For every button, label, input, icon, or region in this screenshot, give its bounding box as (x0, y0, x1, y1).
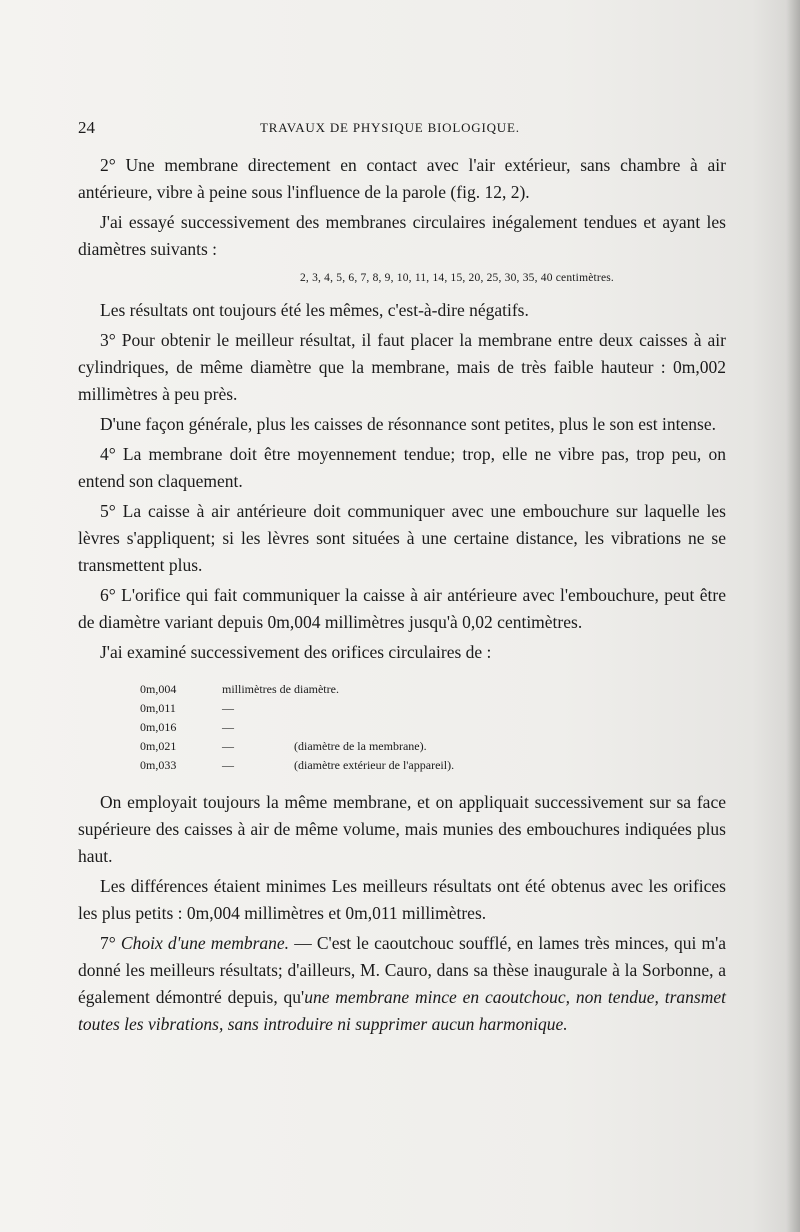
paragraph-examined-orifices: J'ai examiné successivement des orifices circulaires de : (100, 642, 492, 662)
section-title: Choix d'une membrane. (120, 933, 290, 953)
page-edge-shadow (786, 0, 800, 1232)
orifice-row (140, 680, 726, 699)
paragraph-best-result: 3° Pour obtenir le meilleur résultat, il faut placer la membrane entre deux caisses à air cylindriques, de même diamètre que la membrane, mais de très faible hauteur : 0m,002 millimètres à peu près. (78, 330, 726, 404)
paragraph-mouthpiece: 5° La caisse à air antérieure doit communiquer avec une embouchure sur laquelle les lèvres s'appliquent; si les lèvres sont situées à une certaine distance, les vibrations ne se transmettent plus. (78, 501, 726, 575)
page-body (78, 152, 726, 1038)
orifice-row (140, 699, 726, 718)
orifice-value: 0m,016 (140, 720, 177, 734)
paragraph-resonance: D'une façon générale, plus les caisses de résonnance sont petites, plus le son est intense. (100, 414, 716, 434)
orifice-value: 0m,033 (140, 758, 177, 772)
orifice-unit: millimètres de diamètre. (222, 682, 339, 696)
page-number: 24 (78, 118, 95, 137)
diameters-list: 2, 3, 4, 5, 6, 7, 8, 9, 10, 11, 14, 15, 20, 25, 30, 35, 40 centimètres. (299, 272, 614, 284)
orifices-table (140, 680, 726, 775)
orifice-dash: — (222, 701, 234, 715)
orifice-value: 0m,021 (140, 739, 177, 753)
paragraph-circular-membranes: J'ai essayé successivement des membranes circulaires inégalement tendues et ayant les diamètres suivants : (78, 212, 726, 259)
orifice-dash: — (222, 758, 234, 772)
paragraph-tension: 4° La membrane doit être moyennement tendue; trop, elle ne vibre pas, trop peu, on entend son claquement. (78, 444, 726, 491)
section-text: — C'est le caoutchouc soufflé, en lames très minces, qui m'a donné les meilleurs résultats; d'ailleurs, M. Cauro, dans sa thèse inaugurale à la Sorbonne, a également démontré depuis, qu' (78, 933, 727, 1007)
orifice-row (140, 718, 726, 737)
section-quote: une membrane mince en caoutchouc, non tendue, transmet toutes les vibrations, sans introduire ni supprimer aucun harmonique. (78, 987, 726, 1034)
paragraph-results: Les résultats ont toujours été les mêmes, c'est-à-dire négatifs. (100, 300, 529, 320)
paragraph-same-membrane: On employait toujours la même membrane, et on appliquait successivement sur sa face supérieure des caisses à air de même volume, mais munies des embouchures indiquées plus haut. (78, 792, 726, 866)
paragraph-membrane-contact: 2° Une membrane directement en contact avec l'air extérieur, sans chambre à air antérieure, vibre à peine sous l'influence de la parole (fig. 12, 2). (78, 155, 726, 202)
running-head: TRAVAUX DE PHYSIQUE BIOLOGIQUE. (260, 120, 520, 135)
paragraph-orifice: 6° L'orifice qui fait communiquer la caisse à air antérieure avec l'embouchure, peut être de diamètre variant depuis 0m,004 millimètres jusqu'à 0,02 centimètres. (78, 585, 726, 632)
page-header (78, 116, 728, 136)
section-number: 7° (100, 933, 121, 953)
paragraph-differences: Les différences étaient minimes Les meilleurs résultats ont été obtenus avec les orifices les plus petits : 0m,004 millimètres et 0m,011 millimètres. (78, 876, 726, 923)
orifice-note: (diamètre extérieur de l'appareil). (294, 758, 455, 772)
orifice-dash: — (222, 720, 234, 734)
orifice-value: 0m,004 (140, 682, 177, 696)
orifice-value: 0m,011 (140, 701, 176, 715)
orifice-row (140, 756, 726, 775)
orifice-dash: — (222, 739, 234, 753)
orifice-row (140, 737, 726, 756)
paragraph-membrane-choice (78, 930, 726, 1038)
orifice-note: (diamètre de la membrane). (294, 739, 427, 753)
